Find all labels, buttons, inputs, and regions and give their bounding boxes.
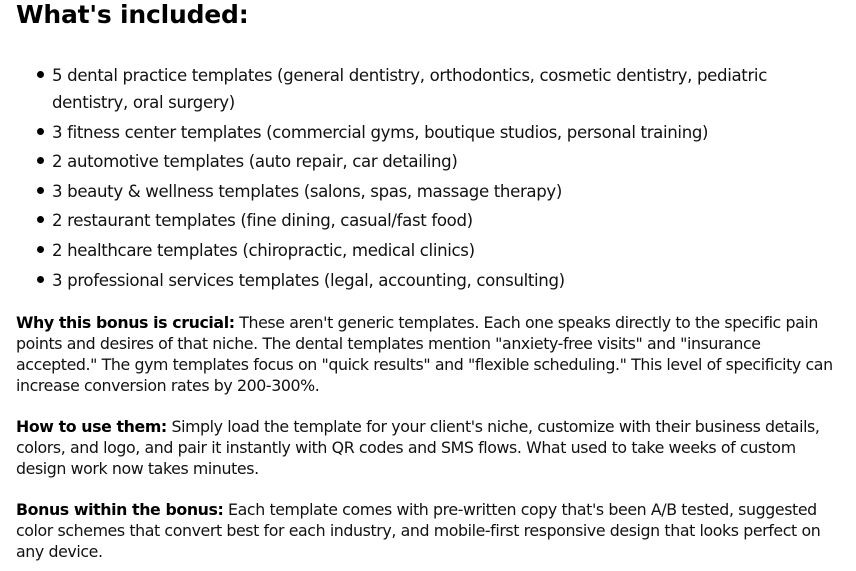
list-item: 3 professional services templates (legal, accounting, consulting) — [37, 267, 837, 294]
paragraph-text: These aren't generic templates. Each one speaks directly to the specific pain points and desires of that niche. The dental templates mention "anxiety-free visits" and "insurance accepted." The gym templates focus on "quick results" and "flexible scheduling." This level of specificity can increase conversion rates by 200-300%. — [16, 313, 833, 395]
section-heading: What's included: — [16, 0, 249, 29]
bonus-within-bonus-paragraph — [16, 499, 842, 562]
paragraph-label: How to use them: — [16, 417, 167, 436]
how-to-use-paragraph — [16, 416, 842, 479]
list-item: 3 fitness center templates (commercial gyms, boutique studios, personal training) — [37, 119, 837, 146]
list-item: 3 beauty & wellness templates (salons, spas, massage therapy) — [37, 178, 837, 205]
list-item: 2 healthcare templates (chiropractic, medical clinics) — [37, 237, 837, 264]
paragraph-text: Simply load the template for your client's niche, customize with their business details, colors, and logo, and pair it instantly with QR codes and SMS flows. What used to take weeks of custom design work now takes minutes. — [16, 417, 820, 478]
paragraph-text: Each template comes with pre-written copy that's been A/B tested, suggested color schemes that convert best for each industry, and mobile-first responsive design that looks perfect on any device. — [16, 500, 821, 561]
why-crucial-paragraph — [16, 312, 842, 396]
included-list — [37, 62, 837, 296]
paragraph-label: Why this bonus is crucial: — [16, 313, 235, 332]
paragraph-label: Bonus within the bonus: — [16, 500, 224, 519]
list-item: 2 automotive templates (auto repair, car detailing) — [37, 148, 837, 175]
list-item: 2 restaurant templates (fine dining, casual/fast food) — [37, 207, 837, 234]
list-item: 5 dental practice templates (general dentistry, orthodontics, cosmetic dentistry, pediatric dentistry, oral surgery) — [37, 62, 837, 116]
